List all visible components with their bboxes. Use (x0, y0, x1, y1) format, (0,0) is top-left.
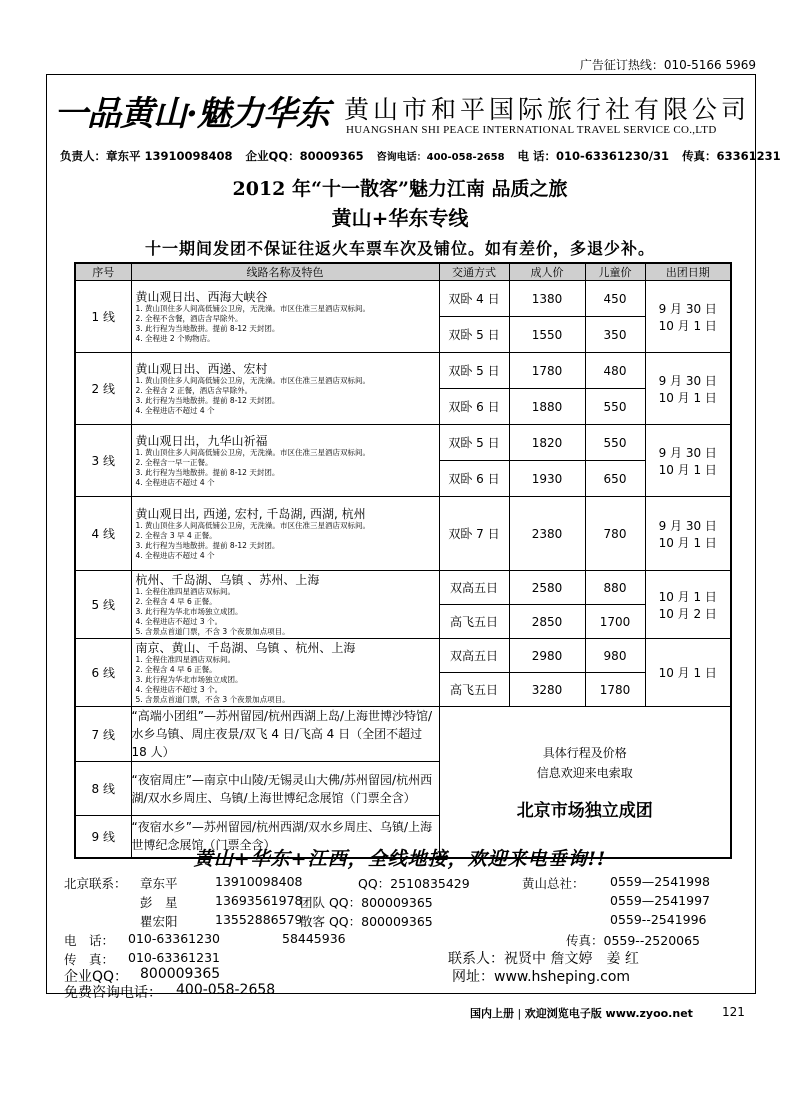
cell-child: 780 (585, 497, 645, 571)
table-row (75, 707, 731, 762)
table-row (75, 353, 731, 389)
contact-qq: 散客 QQ：800009365 (300, 914, 433, 929)
route-note: 2. 全程含 3 早 4 正餐。 (135, 530, 217, 540)
route-note: 2. 全程含 4 早 6 正餐。 (135, 596, 217, 606)
route-number: 1 线 (75, 281, 131, 353)
fax-label: 传 真： (64, 952, 115, 967)
tel-number-2: 58445936 (282, 931, 346, 946)
route-note: 1. 全程住准四星酒店双标间。 (135, 586, 236, 596)
contact-name: 彭 星 (140, 895, 178, 910)
price-inquiry-note (439, 707, 731, 858)
route-description (131, 639, 439, 707)
headline-sub: 黄山+华东专线 (331, 206, 469, 230)
route-note: 4. 全程进店不超过 4 个 (135, 550, 215, 560)
departure-dates (645, 353, 731, 425)
route-description (131, 571, 439, 639)
qq-number: 800009365 (140, 966, 221, 982)
route-description (131, 281, 439, 353)
inquiry-text: 具体行程及价格 (542, 745, 627, 760)
route-note: 5. 含景点首道门票，不含 3 个夜景加点项目。 (135, 694, 290, 704)
beijing-group-text: 北京市场独立成团 (516, 800, 653, 821)
departure-date: 9 月 30 日 (658, 373, 717, 388)
office-fax: 传真：63361231 (682, 149, 781, 163)
cell-transport: 双卧 6 日 (439, 461, 509, 497)
cell-adult: 1820 (509, 425, 585, 461)
route-number: 7 线 (75, 707, 131, 762)
route-note: 1. 黄山顶住多人间高低铺公卫房，无洗澡。市区住准三星酒店双标间。 (135, 520, 371, 530)
route-note: 1. 黄山顶住多人间高低铺公卫房，无洗澡。市区住准三星酒店双标间。 (135, 303, 371, 313)
cell-transport: 双卧 5 日 (439, 317, 509, 353)
cell-adult: 2850 (509, 605, 585, 639)
cell-adult: 1780 (509, 353, 585, 389)
huangshan-phone: 0559—2541997 (610, 893, 710, 908)
table-row (75, 639, 731, 673)
route-note: 2. 全程不含餐，酒店含早除外。 (135, 313, 243, 323)
departure-date: 10 月 1 日 (658, 589, 717, 604)
col-route: 线路名称及特色 (131, 263, 439, 281)
cell-child: 550 (585, 425, 645, 461)
departure-date: 9 月 30 日 (658, 518, 717, 533)
coverage-slogan: 黄山+华东+江西，全线地接，欢迎来电垂询!! (193, 848, 607, 870)
route-note: 1. 黄山顶住多人间高低铺公卫房，无洗澡。市区住准三星酒店双标间。 (135, 447, 371, 457)
departure-date: 10 月 1 日 (658, 462, 717, 477)
huangshan-phone: 0559—2541998 (610, 874, 710, 889)
route-note: 3. 此行程为当地散拼。提前 8-12 天封团。 (135, 467, 280, 477)
huangshan-phone: 0559--2541996 (610, 912, 707, 927)
table-row (75, 425, 731, 461)
route-description (131, 425, 439, 497)
route-description: “高端小团组”—苏州留园/杭州西湖上岛/上海世博沙特馆/水乡乌镇、周庄夜景/双飞 4 日/飞高 4 日（全团不超过 18 人） (131, 707, 439, 762)
route-title: 黄山观日出，九华山祈福 (135, 433, 268, 448)
fax-number: 010-63361231 (128, 950, 220, 965)
ebook-link[interactable]: 欢迎浏览电子版 www.zyoo.net (524, 1007, 693, 1020)
route-title: 黄山观日出、西递、宏村 (135, 361, 268, 376)
route-note: 3. 此行程为华北市场独立成团。 (135, 674, 243, 684)
route-note: 4. 全程进店不超过 4 个 (135, 405, 215, 415)
departure-dates (645, 425, 731, 497)
page-footer: 国内上册 | 欢迎浏览电子版 www.zyoo.net (470, 1007, 693, 1020)
route-note: 4. 全程进 2 个购物店。 (135, 333, 215, 343)
page-number: 121 (722, 1005, 745, 1019)
contact-bar (60, 148, 781, 164)
cell-transport: 双卧 6 日 (439, 389, 509, 425)
website: 网址：www.hsheping.com (452, 969, 631, 985)
col-transport: 交通方式 (439, 263, 509, 281)
company-qq: 企业QQ：80009365 (245, 149, 364, 163)
route-number: 5 线 (75, 571, 131, 639)
cell-child: 480 (585, 353, 645, 389)
route-note: 2. 全程含一早一正餐。 (135, 457, 213, 467)
consult-phone: 咨询电话：400-058-2658 (376, 152, 505, 163)
cell-transport: 双高五日 (439, 639, 509, 673)
cell-transport: 双卧 5 日 (439, 353, 509, 389)
route-description: “夜宿水乡”—苏州留园/杭州西湖/双水乡周庄、乌镇/上海世博纪念展馆（门票全含） (131, 816, 439, 858)
route-number: 6 线 (75, 639, 131, 707)
table-row (75, 281, 731, 317)
route-note: 4. 全程进店不超过 4 个 (135, 477, 215, 487)
contact-phone: 13910098408 (215, 874, 303, 889)
contact-persons: 联系人：祝贤中 詹文婷 姜 红 (448, 951, 639, 967)
contact-phone: 13552886579 (215, 912, 303, 927)
route-note: 3. 此行程为当地散拼。提前 8-12 天封团。 (135, 540, 280, 550)
route-note: 4. 全程进店不超过 3 个。 (135, 616, 223, 626)
route-note: 5. 含景点首道门票，不含 3 个夜景加点项目。 (135, 626, 290, 636)
route-note: 1. 黄山顶住多人间高低铺公卫房，无洗澡。市区住准三星酒店双标间。 (135, 375, 371, 385)
cell-adult: 2980 (509, 639, 585, 673)
cell-child: 550 (585, 389, 645, 425)
col-no: 序号 (75, 263, 131, 281)
free-call-number: 400-058-2658 (176, 982, 276, 998)
cell-adult: 1880 (509, 389, 585, 425)
route-note: 3. 此行程为华北市场独立成团。 (135, 606, 243, 616)
cell-transport: 高飞五日 (439, 673, 509, 707)
slogan-logo: 一品黄山·魅力华东 (54, 94, 329, 134)
col-child: 儿童价 (585, 263, 645, 281)
office-phone: 电 话：010-63361230/31 (517, 149, 670, 163)
route-description: “夜宿周庄”—南京中山陵/无锡灵山大佛/苏州留园/杭州西湖/双水乡周庄、乌镇/上海世博纪念展馆（门票全含） (131, 762, 439, 816)
cell-adult: 2380 (509, 497, 585, 571)
departure-date: 10 月 1 日 (658, 666, 717, 680)
free-call-label: 免费咨询电话： (64, 985, 162, 1001)
cell-transport: 高飞五日 (439, 605, 509, 639)
cell-transport: 双卧 4 日 (439, 281, 509, 317)
cell-child: 650 (585, 461, 645, 497)
company-name-cn: 黄山市和平国际旅行社有限公司 (344, 95, 751, 124)
cell-child: 1700 (585, 605, 645, 639)
manager-contact: 负责人：章东平 13910098408 (60, 149, 233, 163)
route-description (131, 353, 439, 425)
route-title: 南京、黄山、千岛湖、乌镇 、杭州、上海 (135, 640, 356, 655)
table-header (75, 263, 731, 281)
route-note: 4. 全程进店不超过 3 个。 (135, 684, 223, 694)
tel-number: 010-63361230 (128, 931, 220, 946)
inquiry-text: 信息欢迎来电索取 (536, 765, 633, 780)
departure-date: 10 月 1 日 (658, 318, 717, 333)
route-title: 杭州、千岛湖、乌镇 、苏州、上海 (135, 572, 320, 587)
departure-date: 9 月 30 日 (658, 301, 717, 316)
route-number: 8 线 (75, 762, 131, 816)
section-name: 国内上册 (470, 1007, 514, 1020)
contact-qq: QQ：2510835429 (358, 876, 470, 891)
ad-hotline: 广告征订热线：010-5166 5969 (579, 58, 756, 72)
notice-text: 十一期间发团不保证往返火车票车次及铺位。如有差价，多退少补。 (144, 239, 655, 258)
cell-transport: 双卧 7 日 (439, 497, 509, 571)
departure-date: 10 月 2 日 (658, 606, 717, 621)
departure-dates (645, 639, 731, 707)
cell-child: 880 (585, 571, 645, 605)
route-title: 黄山观日出、西海大峡谷 (135, 289, 268, 304)
cell-child: 980 (585, 639, 645, 673)
contact-phone: 13693561978 (215, 893, 303, 908)
table-row (75, 497, 731, 571)
route-table (74, 262, 732, 859)
headline-main: 2012 年“十一散客”魅力江南 品质之旅 (232, 178, 568, 200)
qq-label: 企业QQ： (64, 969, 129, 985)
cell-transport: 双卧 5 日 (439, 425, 509, 461)
departure-date: 10 月 1 日 (658, 535, 717, 550)
departure-date: 10 月 1 日 (658, 390, 717, 405)
huangshan-fax: 传真：0559--2520065 (566, 933, 701, 948)
route-note: 2. 全程含 2 正餐，酒店含早除外。 (135, 385, 253, 395)
route-number: 4 线 (75, 497, 131, 571)
cell-adult: 1930 (509, 461, 585, 497)
route-number: 3 线 (75, 425, 131, 497)
route-number: 9 线 (75, 816, 131, 858)
route-description (131, 497, 439, 571)
cell-adult: 3280 (509, 673, 585, 707)
departure-date: 9 月 30 日 (658, 445, 717, 460)
route-note: 1. 全程住准四星酒店双标间。 (135, 654, 236, 664)
col-adult: 成人价 (509, 263, 585, 281)
contact-qq: 团队 QQ：800009365 (300, 895, 433, 910)
cell-transport: 双高五日 (439, 571, 509, 605)
departure-dates (645, 497, 731, 571)
departure-dates (645, 281, 731, 353)
beijing-label: 北京联系： (64, 876, 127, 891)
route-note: 3. 此行程为当地散拼。提前 8-12 天封团。 (135, 395, 280, 405)
route-title: 黄山观日出, 西递, 宏村, 千岛湖, 西湖, 杭州 (135, 506, 366, 521)
cell-adult: 1550 (509, 317, 585, 353)
col-date: 出团日期 (645, 263, 731, 281)
route-note: 3. 此行程为当地散拼。提前 8-12 天封团。 (135, 323, 280, 333)
table-row (75, 571, 731, 605)
cell-child: 350 (585, 317, 645, 353)
route-number: 2 线 (75, 353, 131, 425)
departure-dates (645, 571, 731, 639)
tel-label: 电 话： (64, 933, 115, 948)
company-name-en: HUANGSHAN SHI PEACE INTERNATIONAL TRAVEL SERVICE CO.,LTD (346, 124, 717, 136)
huangshan-label: 黄山总社： (522, 876, 585, 891)
cell-adult: 1380 (509, 281, 585, 317)
cell-child: 1780 (585, 673, 645, 707)
contact-name: 章东平 (140, 876, 178, 891)
contact-name: 瞿宏阳 (140, 914, 178, 929)
cell-adult: 2580 (509, 571, 585, 605)
route-note: 2. 全程含 4 早 6 正餐。 (135, 664, 217, 674)
cell-child: 450 (585, 281, 645, 317)
